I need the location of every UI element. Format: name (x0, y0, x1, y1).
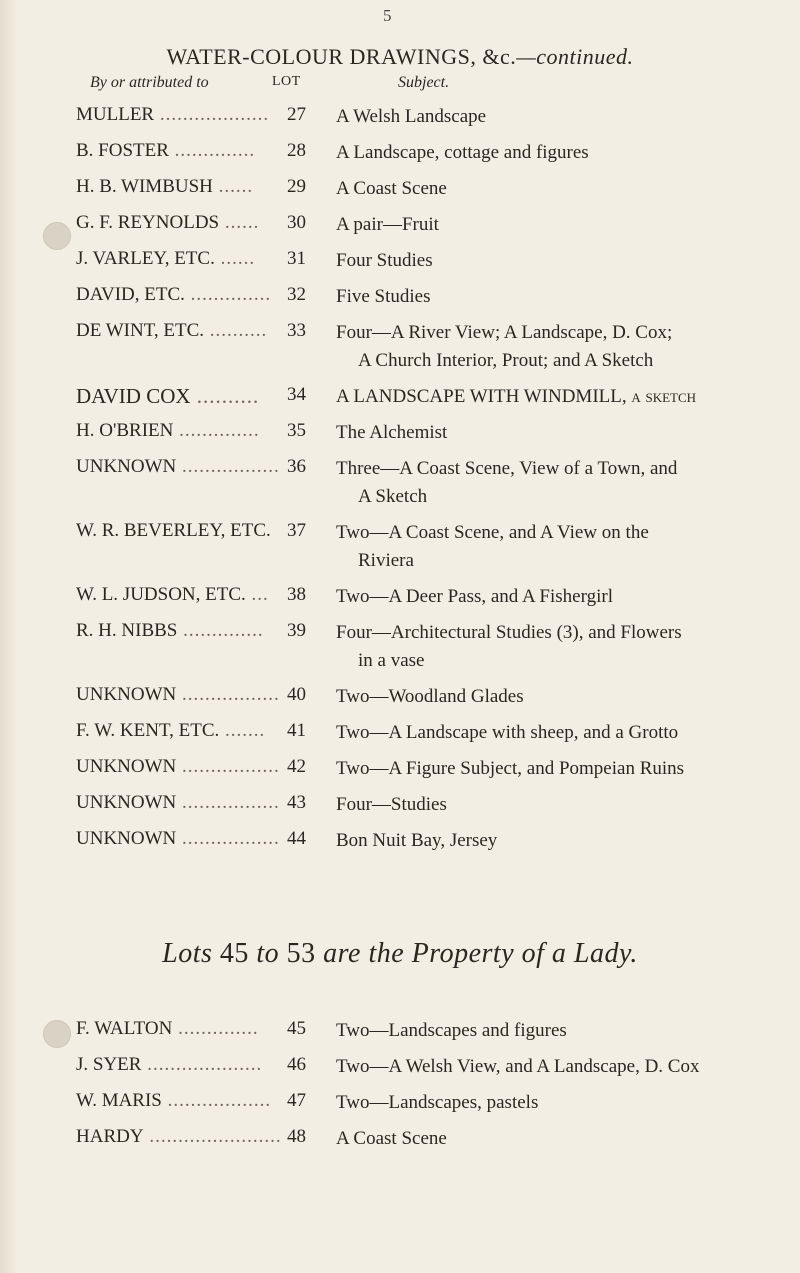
lot-number: 48 (287, 1126, 306, 1147)
artist-name: R. H. NIBBS .............. (76, 620, 264, 641)
lot-number: 37 (287, 520, 306, 541)
lot-subject: Five Studies (336, 286, 431, 307)
lot-number: 32 (287, 284, 306, 305)
lot-subject: Four—Studies (336, 794, 447, 815)
lot-subject: Four—Architectural Studies (3), and Flowers (336, 622, 682, 643)
artist-name: HARDY ....................... (76, 1126, 282, 1147)
page-edge-shadow (0, 0, 18, 1273)
lot-subject: Three—A Coast Scene, View of a Town, and (336, 458, 678, 479)
artist-name: H. B. WIMBUSH ...... (76, 176, 254, 197)
lot-subject: Two—A Deer Pass, and A Fishergirl (336, 586, 613, 607)
lot-number: 46 (287, 1054, 306, 1075)
section-heading: Lots 45 to 53 are the Property of a Lady. (162, 938, 638, 969)
artist-name: J. SYER .................... (76, 1054, 263, 1075)
lot-subject: A pair—Fruit (336, 214, 439, 235)
artist-name: UNKNOWN ................. (76, 756, 280, 777)
binding-hole (43, 222, 71, 250)
lot-number: 31 (287, 248, 306, 269)
lot-number: 34 (287, 384, 306, 405)
artist-name: J. VARLEY, ETC. ...... (76, 248, 256, 269)
artist-name: UNKNOWN ................. (76, 456, 280, 477)
lot-subject: A Coast Scene (336, 178, 447, 199)
artist-name: W. R. BEVERLEY, ETC. (76, 520, 271, 541)
lot-number: 30 (287, 212, 306, 233)
artist-name: F. W. KENT, ETC. ....... (76, 720, 266, 741)
lot-subject-continued: A Church Interior, Prout; and A Sketch (358, 350, 654, 371)
artist-name: UNKNOWN ................. (76, 684, 280, 705)
column-header-artist: By or attributed to (90, 74, 209, 91)
lot-subject: Four—A River View; A Landscape, D. Cox; (336, 322, 673, 343)
lot-number: 43 (287, 792, 306, 813)
lot-number: 29 (287, 176, 306, 197)
column-header-subject: Subject. (398, 74, 450, 91)
lot-subject: Two—Landscapes, pastels (336, 1092, 539, 1113)
lot-subject: A Landscape, cottage and figures (336, 142, 589, 163)
heading-main: WATER-COLOUR DRAWINGS, &c. (166, 44, 517, 69)
lot-subject: The Alchemist (336, 422, 448, 443)
heading-continued: —continued. (516, 44, 634, 69)
artist-name: W. MARIS .................. (76, 1090, 272, 1111)
lot-number: 36 (287, 456, 306, 477)
artist-name: DAVID, ETC. .............. (76, 284, 272, 305)
lot-subject: Two—A Landscape with sheep, and a Grotto (336, 722, 679, 743)
artist-name: UNKNOWN ................. (76, 792, 280, 813)
lot-number: 38 (287, 584, 306, 605)
lot-subject: Two—A Figure Subject, and Pompeian Ruins (336, 758, 685, 779)
lot-number: 47 (287, 1090, 306, 1111)
lot-subject-continued: Riviera (358, 550, 414, 571)
artist-name: UNKNOWN ................. (76, 828, 280, 849)
lot-subject: A Welsh Landscape (336, 106, 487, 127)
page-number: 5 (383, 6, 392, 25)
lot-subject: Two—A Coast Scene, and A View on the (336, 522, 649, 543)
lot-number: 44 (287, 828, 306, 849)
lot-number: 28 (287, 140, 306, 161)
column-header-lot: LOT (272, 74, 301, 89)
page-heading (0, 44, 800, 70)
lot-subject: A LANDSCAPE WITH WINDMILL, a sketch (336, 386, 697, 407)
artist-name: F. WALTON .............. (76, 1018, 259, 1039)
artist-name: DE WINT, ETC. .......... (76, 320, 268, 341)
artist-name: G. F. REYNOLDS ...... (76, 212, 260, 233)
artist-name: W. L. JUDSON, ETC. ... (76, 584, 269, 605)
artist-name: DAVID COX .......... (76, 384, 260, 408)
artist-name: B. FOSTER .............. (76, 140, 256, 161)
lot-number: 41 (287, 720, 306, 741)
lot-subject: Bon Nuit Bay, Jersey (336, 830, 498, 851)
artist-name: MULLER ................... (76, 104, 270, 125)
lot-number: 40 (287, 684, 306, 705)
lot-subject: Four Studies (336, 250, 433, 271)
lot-number: 42 (287, 756, 306, 777)
lot-subject: Two—Woodland Glades (336, 686, 524, 707)
lot-number: 27 (287, 104, 306, 125)
lot-number: 39 (287, 620, 306, 641)
lot-subject: A Coast Scene (336, 1128, 447, 1149)
lot-number: 35 (287, 420, 306, 441)
lot-number: 45 (287, 1018, 306, 1039)
lot-number: 33 (287, 320, 306, 341)
lot-subject: Two—Landscapes and figures (336, 1020, 567, 1041)
lot-subject-continued: in a vase (358, 650, 425, 671)
lot-subject-continued: A Sketch (358, 486, 428, 507)
lot-subject: Two—A Welsh View, and A Landscape, D. Cox (336, 1056, 700, 1077)
artist-name: H. O'BRIEN .............. (76, 420, 260, 441)
binding-hole (43, 1020, 71, 1048)
